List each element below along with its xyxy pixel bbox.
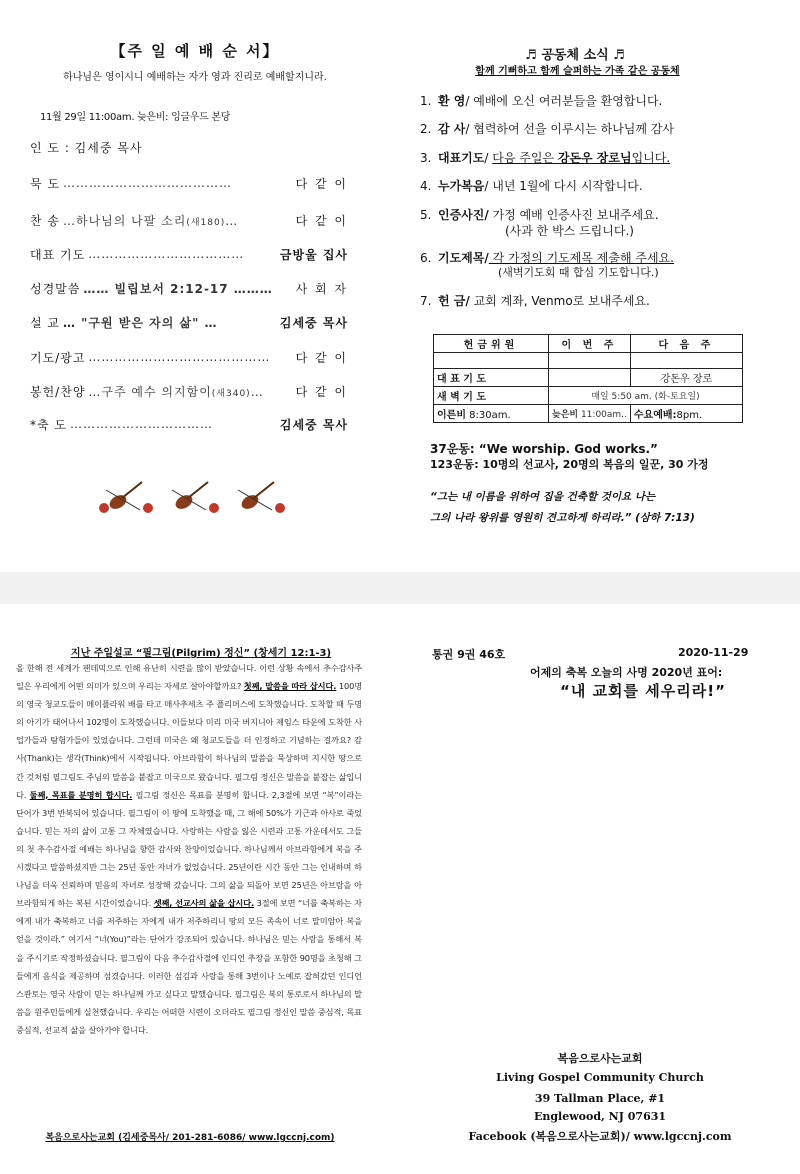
worship-item-leader: 다 같 이 — [295, 350, 348, 365]
violin-icon — [99, 482, 153, 513]
worship-order-item — [30, 380, 348, 402]
hymn-number: (새340) — [211, 388, 251, 399]
worship-item-detail-text: …하나님의 나팔 소리 — [63, 213, 187, 228]
table-header: 헌금위원 — [434, 335, 549, 353]
worship-item-leader: 사 회 자 — [295, 281, 348, 296]
movement-37 — [430, 440, 658, 457]
news-number: 1. — [420, 94, 432, 108]
news-heading: 환 영 — [438, 94, 466, 108]
table-cell: 매일 5:50 am. (화-토요일) — [549, 387, 743, 405]
sermon-point: 첫째, 말씀을 따라 삽시다. — [243, 681, 337, 692]
sermon-summary-body — [16, 659, 362, 1039]
sermon-text: 올 한해 전 세계가 팬데믹으로 인해 유난히 시련을 많이 받았습니다. 이런 상황 속에서 추수감사주일은 우리에게 어떤 의미가 있으며 우리는 자세로 살아야할까요? — [16, 663, 362, 692]
worship-item-leader: 김세중 목사 — [279, 315, 348, 330]
movement-label: 123운동: — [430, 458, 479, 471]
worship-item-label: 성경말씀 — [30, 281, 81, 296]
news-text: 다음 주일은 — [492, 151, 558, 165]
news-item — [420, 92, 662, 109]
worship-item-detail — [60, 176, 296, 190]
news-number: 7. — [420, 294, 432, 308]
worship-item-label: 찬 송 — [30, 213, 60, 228]
worship-date-line: 11월 29일 11:00am. 늦은비: 잉글우드 본당 — [40, 112, 231, 123]
worship-order-item — [30, 277, 348, 299]
sermon-summary-title: 지난 주일설교 “필그림(Pilgrim) 정신” (창세기 12:1-3) — [70, 648, 332, 659]
table-cell — [434, 353, 549, 369]
worship-item-detail — [85, 350, 295, 364]
worship-item-detail — [67, 417, 280, 431]
table-row — [434, 405, 743, 423]
table-cell — [549, 369, 631, 387]
service-time: 8pm. — [676, 410, 703, 421]
news-number: 5. — [420, 208, 432, 222]
worship-item-label: 묵 도 — [30, 176, 60, 191]
service-time: 8:30am. — [465, 410, 511, 421]
worship-item-detail — [60, 212, 296, 229]
table-header: 이 번 주 — [549, 335, 631, 353]
worship-order-item — [30, 413, 348, 435]
movement-label: 37운동: — [430, 442, 475, 456]
worship-item-label: 인 도 : 김세중 목사 — [30, 140, 143, 155]
worship-item-leader: 다 같 이 — [295, 213, 348, 228]
table-cell — [630, 353, 742, 369]
violin-icon — [238, 482, 285, 513]
worship-item-detail-text: ……………………………… — [88, 247, 245, 261]
worship-order-item — [30, 346, 348, 368]
table-header: 다 음 주 — [630, 335, 742, 353]
bulletin-motto: 어제의 축복 오늘의 사명 2020년 표어: — [530, 666, 723, 679]
worship-item-detail — [85, 247, 280, 261]
sermon-text: 100명의 영국 청교도들이 메이플라워 배를 타고 매사추세츠 주 플리머스에 도착했습니다. 도착할 때 두명의 아기가 태어나서 102명이 도착했습니다. 이들보다 미리 미국 버지니아 제임스 타운에 도착한 사업가들과 탐험가들이 있었습니다. 그런데 미국은 왜 청교도들을 더 인정하고 기념하는 걸까요? 감사(Thank)는 생각(Think)에서 시작됩니다. 아브라함이 하나님의 말씀을 묵상하며 지시한 땅으로 간 것처럼 필그림도 주님의 말씀을 붙잡고 미국으로 왔습니다. 필그림 정신은 말씀을 붙잡는 삶입니다. — [16, 681, 363, 800]
worship-order-item — [30, 209, 348, 231]
news-item — [420, 120, 674, 137]
worship-order-item — [30, 243, 348, 265]
worship-item-leader: 다 같 이 — [295, 176, 348, 191]
news-text: 가정 예배 인증사진 보내주세요. — [488, 208, 659, 222]
worship-item-detail-text: …구주 예수 의지함이 — [88, 384, 212, 399]
worship-item-detail-text: … "구원 받은 자의 삶" … — [63, 315, 218, 330]
news-text: / 내년 1월에 다시 시작합니다. — [484, 179, 643, 193]
movement-text: “We worship. God works.” — [474, 442, 658, 456]
sermon-text: 필그림 정신은 목표를 분명히 합니다. 2,3절에 보면 “복”이라는 단어가 3번 반복되어 있습니다. 필그림이 이 땅에 도착했을 때, 그 해에 50%가 기근과 아사로 죽었습니다. 믿는 자의 삶이 고통 그 자체였습니다. 사랑하는 사람을 잃은 시련과 고통 가운데서도 그들의 첫 추수감사절 예배는 하나님을 향한 감사와 찬양이었습니다. 하나님께서 아브라함에게 복을 주시겠다고 말씀하셨지만 그는 25년 동안 자녀가 없었습니다. 25년이란 시간 동안 그는 인내하며 하나님을 더욱 신뢰하며 믿음의 자녀로 성장해 갔습니다. 그의 삶을 되돌아 보면 25년은 아브람을 아브라함되게 하는 복된 시간이었습니다. — [16, 789, 362, 909]
news-heading: 누가복음 — [438, 179, 485, 193]
violin-icon — [172, 482, 219, 513]
table-cell: 새 벽 기 도 — [434, 387, 549, 405]
church-address-line2: Englewood, NJ 07631 — [533, 1110, 667, 1123]
movement-123 — [430, 456, 708, 472]
worship-item-label: 봉헌/찬양 — [30, 384, 86, 399]
page-separator — [0, 572, 800, 604]
news-text: / 협력하여 선을 이루시는 하나님께 감사 — [465, 122, 674, 136]
service-label: 늦은비 — [552, 410, 579, 420]
church-name-english: Living Gospel Community Church — [496, 1071, 704, 1084]
table-cell: 강돈우 장로 — [630, 369, 742, 387]
table-row — [434, 369, 743, 387]
service-time: 11:00am.. — [578, 410, 627, 420]
worship-item-detail-tail: … — [250, 384, 264, 399]
news-heading: 기도제목/ — [438, 251, 489, 265]
bulletin-date: 2020-11-29 — [678, 646, 749, 659]
service-label: 이른비 — [437, 410, 466, 421]
worship-item-detail — [80, 280, 295, 297]
table-cell — [549, 405, 631, 423]
news-heading: 인증사진/ — [438, 208, 489, 222]
bulletin-slogan: “내 교회를 세우리라!” — [560, 682, 726, 700]
worship-item-detail — [85, 383, 295, 400]
worship-item-leader: 금방울 집사 — [279, 247, 348, 262]
worship-order-item — [30, 172, 348, 194]
worship-order-item — [30, 311, 348, 333]
church-name-korean: 복음으로사는교회 — [557, 1052, 643, 1065]
news-number: 4. — [420, 179, 432, 193]
table-row — [434, 387, 743, 405]
sermon-point: 셋째, 선교사의 삶을 삽시다. — [153, 898, 255, 909]
table-header-row — [434, 335, 743, 353]
worship-item-label: 설 교 — [30, 315, 60, 330]
quote-line: 그의 나라 왕위를 영원히 견고하게 하리라.” (삼하 7:13) — [430, 512, 695, 524]
news-number: 2. — [420, 122, 432, 136]
news-number: 6. — [420, 251, 432, 265]
table-cell: 대 표 기 도 — [434, 369, 549, 387]
news-item — [420, 206, 659, 223]
worship-item-leader: 다 같 이 — [295, 384, 348, 399]
hymn-number: (새180) — [186, 217, 226, 228]
table-cell — [549, 353, 631, 369]
news-text: / 예배에 오신 여러분들을 환영합니다. — [465, 94, 663, 108]
sermon-point: 둘째, 목표를 분명히 합시다. — [29, 789, 133, 800]
news-heading: 감 사 — [438, 122, 466, 136]
news-item — [420, 177, 643, 194]
news-text-bold: 강돈우 장로님 — [557, 151, 632, 165]
news-heading: 헌 금/ — [438, 294, 470, 308]
worship-item-label: 기도/광고 — [30, 350, 86, 365]
bulletin-volume: 통권 9권 46호 — [432, 648, 506, 661]
sermon-footer: 복음으로사는교회 (김세중목사/ 201-281-6086/ www.lgccnj.com) — [45, 1133, 335, 1143]
scripture-quote — [430, 487, 760, 529]
order-of-worship-title: 【주 일 예 배 순 서】 — [110, 42, 280, 60]
movement-text: 10명의 선교사, 20명의 복음의 일꾼, 30 가정 — [478, 458, 709, 471]
church-address-line1: 39 Tallman Place, #1 — [534, 1092, 666, 1105]
worship-verse: 하나님은 영이시니 예배하는 자가 영과 진리로 예배할지니라. — [63, 72, 327, 83]
news-continuation: (사과 한 박스 드립니다.) — [505, 224, 634, 238]
worship-item-detail-text: …………………………………… — [88, 350, 271, 364]
worship-item-detail-text: …………………………… — [70, 417, 213, 431]
table-row — [434, 353, 743, 369]
news-item — [420, 292, 650, 309]
church-facebook-link[interactable]: Facebook (복음으로사는교회)/ www.lgccnj.com — [468, 1130, 732, 1143]
news-heading: 대표기도 — [438, 151, 485, 165]
quote-line: “그는 내 이름을 위하여 집을 건축할 것이요 나는 — [430, 491, 656, 503]
worship-item-detail-text: …… 빌립보서 2:12-17 ……… — [83, 281, 273, 296]
worship-order-item — [30, 136, 348, 158]
news-number: 3. — [420, 151, 432, 165]
table-cell — [434, 405, 549, 423]
news-continuation: (새벽기도회 때 합심 기도합니다.) — [498, 266, 659, 279]
worship-item-detail-tail: … — [225, 213, 239, 228]
table-cell — [630, 405, 742, 423]
community-news-title: ♬ 공동체 소식 ♬ — [525, 48, 625, 63]
violins-decoration — [96, 468, 296, 518]
worship-item-detail — [60, 314, 280, 331]
worship-item-leader: 김세중 목사 — [279, 417, 348, 432]
sermon-text: 3절에 보면 “너를 축복하는 자에게 내가 축복하고 너를 저주하는 자에게 내가 저주하리니 땅의 모든 족속이 너로 말미암아 복을 얻을 것이라.” 여기서 “너(You)”라는 단어가 강조되어 있습니다. 하나님은 믿는 사람을 통해서 복을 주시기로 작정하셨습니다. 필그림이 다음 추수감사절에 인디언 추장을 포함한 90명을 초청해 그들에게 음식을 제공하며 섬겼습니다. 이러한 섬김과 사랑을 통해 3번이나 노예로 잡혀갔던 인디언 스콴토는 영국 사람이 믿는 하나님께 가고 싶다고 말했습니다. 필그림은 복의 통로로서 하나님의 말씀을 원주민들에게 실천했습니다. 우리는 어떠한 시련이 오더라도 필그림 정신인 말씀 중심적, 목표 중심적, 선교적 삶을 살아가야 합니다. — [16, 898, 362, 1035]
offering-table — [433, 334, 743, 423]
worship-item-detail-text: ………………………………… — [63, 176, 232, 190]
news-item — [420, 149, 670, 166]
news-text: 입니다. — [631, 151, 671, 165]
worship-item-label: 대표 기도 — [30, 247, 86, 262]
service-label: 수요예배: — [633, 410, 677, 421]
community-news-subtitle: 함께 기뻐하고 함께 슬퍼하는 가족 같은 공동체 — [475, 66, 680, 77]
worship-item-label: *축 도 — [30, 417, 67, 432]
news-text: 교회 계좌, Venmo로 보내주세요. — [469, 294, 650, 308]
news-text: / — [484, 151, 493, 165]
news-text: 각 가정의 기도제목 제출해 주세요. — [488, 251, 674, 265]
